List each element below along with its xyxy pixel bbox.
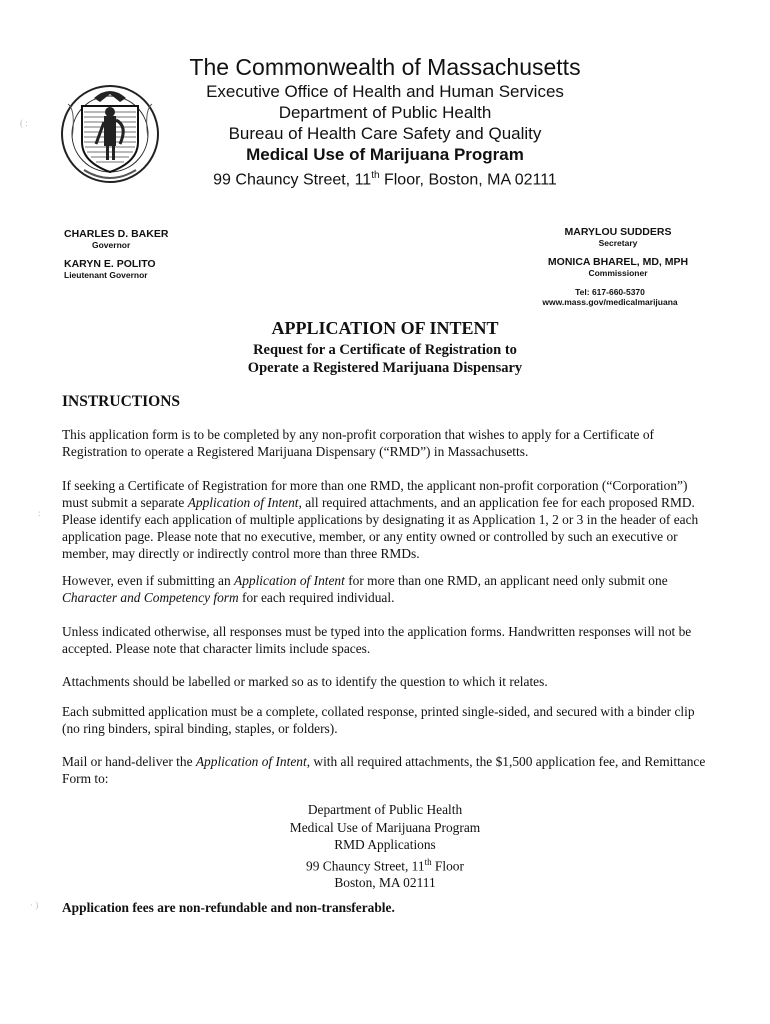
application-subtitle-2: Operate a Registered Marijuana Dispensary (247, 360, 523, 376)
lt-governor-role: Lieutenant Governor (64, 270, 148, 280)
fee-note: Application fees are non-refundable and non-transferable. (62, 900, 395, 915)
secretary-role: Secretary (598, 238, 638, 248)
contact-tel: Tel: 617-660-5370 (575, 287, 645, 297)
instructions-heading: INSTRUCTIONS (62, 393, 181, 410)
lt-governor-name: KARYN E. POLITO (64, 258, 156, 270)
program-line: Medical Use of Marijuana Program (246, 145, 524, 164)
contact-block (510, 287, 710, 307)
paragraph-multiple-rmds: If seeking a Certificate of Registration for more than one RMD, the applicant non-profit corporation (“Corporation”) must submit a separate Application of Intent, all required attachments, and an application fee for each proposed RMD. Please identify each application of multiple applications by designating it as Application 1, 2 or 3 in the header of each application page. Please note that no executive, member, or any entity owned or controlled by such an executive or member, may directly or indirectly control more than three RMDs. (62, 478, 699, 561)
mailing-address (0, 801, 770, 892)
department-line: Department of Public Health (278, 103, 492, 122)
scan-speck: · ) (30, 900, 39, 910)
governor-name: CHARLES D. BAKER (64, 228, 169, 240)
paragraph-collation: Each submitted application must be a complete, collated response, printed single-sided, and secured with a binder clip (no ring binders, spiral binding, staples, or folders). (62, 704, 695, 736)
header-address: 99 Chauncy Street, 11th Floor, Boston, MA 02111 (213, 170, 557, 189)
address-line-3: RMD Applications (334, 837, 436, 852)
bureau-line: Bureau of Health Care Safety and Quality (228, 124, 542, 143)
application-subtitle-1: Request for a Certificate of Registration to (253, 342, 517, 358)
lt-governor-block (64, 258, 156, 280)
governor-block (64, 228, 168, 250)
paragraph-character-competency: However, even if submitting an Application of Intent for more than one RMD, an applicant need only submit one Character and Competency form for each required individual. (62, 573, 668, 605)
paragraph-typed-responses: Unless indicated otherwise, all responses must be typed into the application forms. Handwritten responses will not be accepted. Please note that character limits include spaces. (62, 624, 692, 656)
address-line-2: Medical Use of Marijuana Program (289, 819, 481, 835)
commissioner-name: MONICA BHAREL, MD, MPH (547, 256, 689, 268)
executive-office-line: Executive Office of Health and Human Services (206, 82, 564, 101)
address-line-5: Boston, MA 02111 (334, 875, 436, 891)
secretary-block (538, 226, 698, 248)
paragraph-mail-delivery: Mail or hand-deliver the Application of Intent, with all required attachments, the $1,500 application fee, and Remittance Form to: (62, 754, 706, 786)
secretary-name: MARYLOU SUDDERS (564, 226, 672, 238)
address-line-1: Department of Public Health (307, 802, 463, 817)
scan-speck: ( : (20, 118, 28, 128)
application-title: APPLICATION OF INTENT (271, 318, 499, 338)
commissioner-block (528, 256, 708, 278)
scan-speck: : (38, 508, 41, 518)
address-line-4: 99 Chauncy Street, 11th Floor (306, 856, 464, 873)
commonwealth-title: The Commonwealth of Massachusetts (189, 54, 581, 80)
paragraph-attachments: Attachments should be labelled or marked so as to identify the question to which it relates. (62, 674, 548, 689)
paragraph-eligibility: This application form is to be completed by any non-profit corporation that wishes to apply for a Certificate of Registration to operate a Registered Marijuana Dispensary (“RMD”) in Massachusetts. (62, 427, 654, 459)
governor-role: Governor (92, 240, 131, 250)
commissioner-role: Commissioner (588, 268, 648, 278)
contact-web: www.mass.gov/medicalmarijuana (542, 297, 678, 307)
